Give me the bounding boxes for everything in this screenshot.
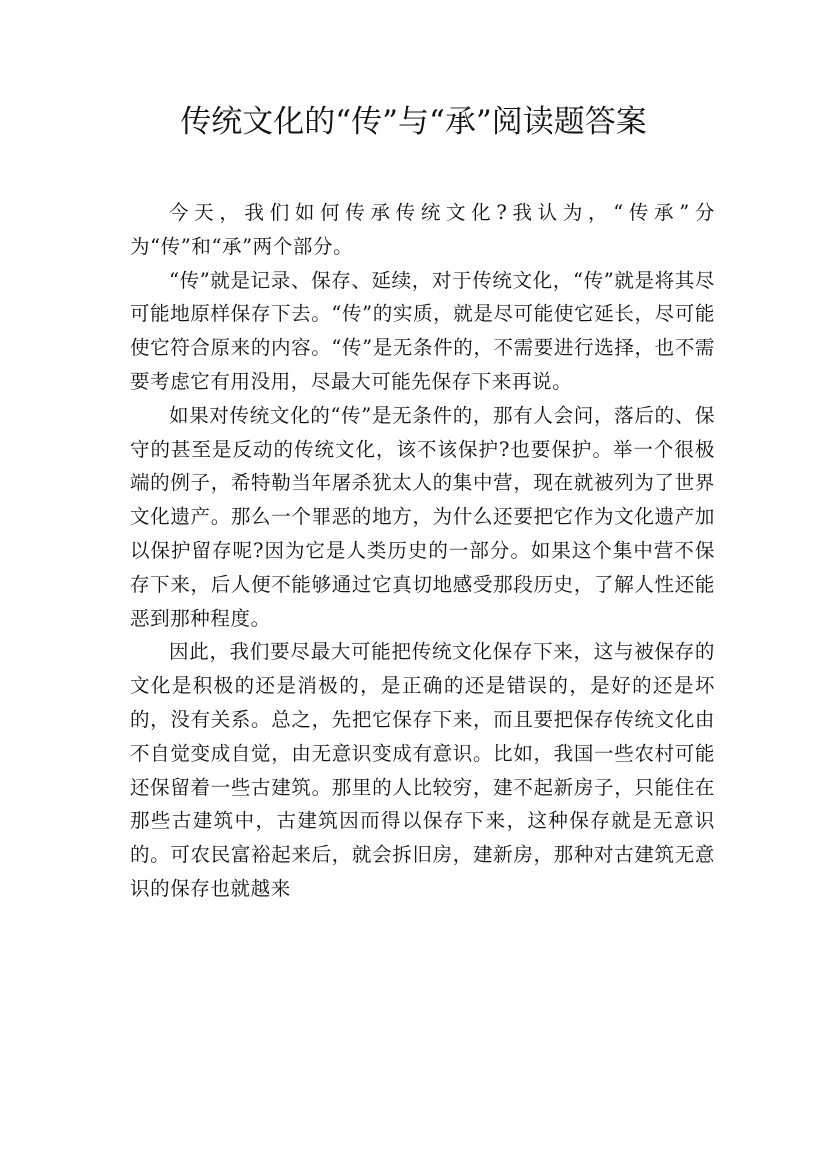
paragraph-4: 因此，我们要尽最大可能把传统文化保存下来，这与被保存的文化是积极的还是消极的，是正确的还是错误的，是好的还是坏的，没有关系。总之，先把它保存下来，而且要把保存传统文化由不自觉变成自觉，由无意识变成有意识。比如，我国一些农村可能还保留着一些古建筑。那里的人比较穷，建不起新房子，只能住在那些古建筑中，古建筑因而得以保存下来，这种保存就是无意识的。可农民富裕起来后，就会拆旧房，建新房，那种对古建筑无意识的保存也就越来 (130, 640, 715, 900)
paragraph-1: 今天，我们如何传承传统文化?我认为，“传承”分为“传”和“承”两个部分。 (130, 201, 715, 258)
paragraph-2: “传”就是记录、保存、延续，对于传统文化，“传”就是将其尽可能地原样保存下去。“传”的实质，就是尽可能使它延长，尽可能使它符合原来的内容。“传”是无条件的，不需要进行选择，也不需要考虑它有用没用，尽最大可能先保存下来再说。 (130, 268, 715, 393)
paragraph-3: 如果对传统文化的“传”是无条件的，那有人会问，落后的、保守的甚至是反动的传统文化，该不该保护?也要保护。举一个很极端的例子，希特勒当年屠杀犹太人的集中营，现在就被列为了世界文化遗产。那么一个罪恶的地方，为什么还要把它作为文化遗产加以保护留存呢?因为它是人类历史的一部分。如果这个集中营不保存下来，后人便不能够通过它真切地感受那段历史，了解人性还能恶到那种程度。 (130, 403, 715, 630)
document-body (130, 196, 715, 906)
document-title: 传统文化的“传”与“承”阅读题答案 (180, 104, 647, 140)
